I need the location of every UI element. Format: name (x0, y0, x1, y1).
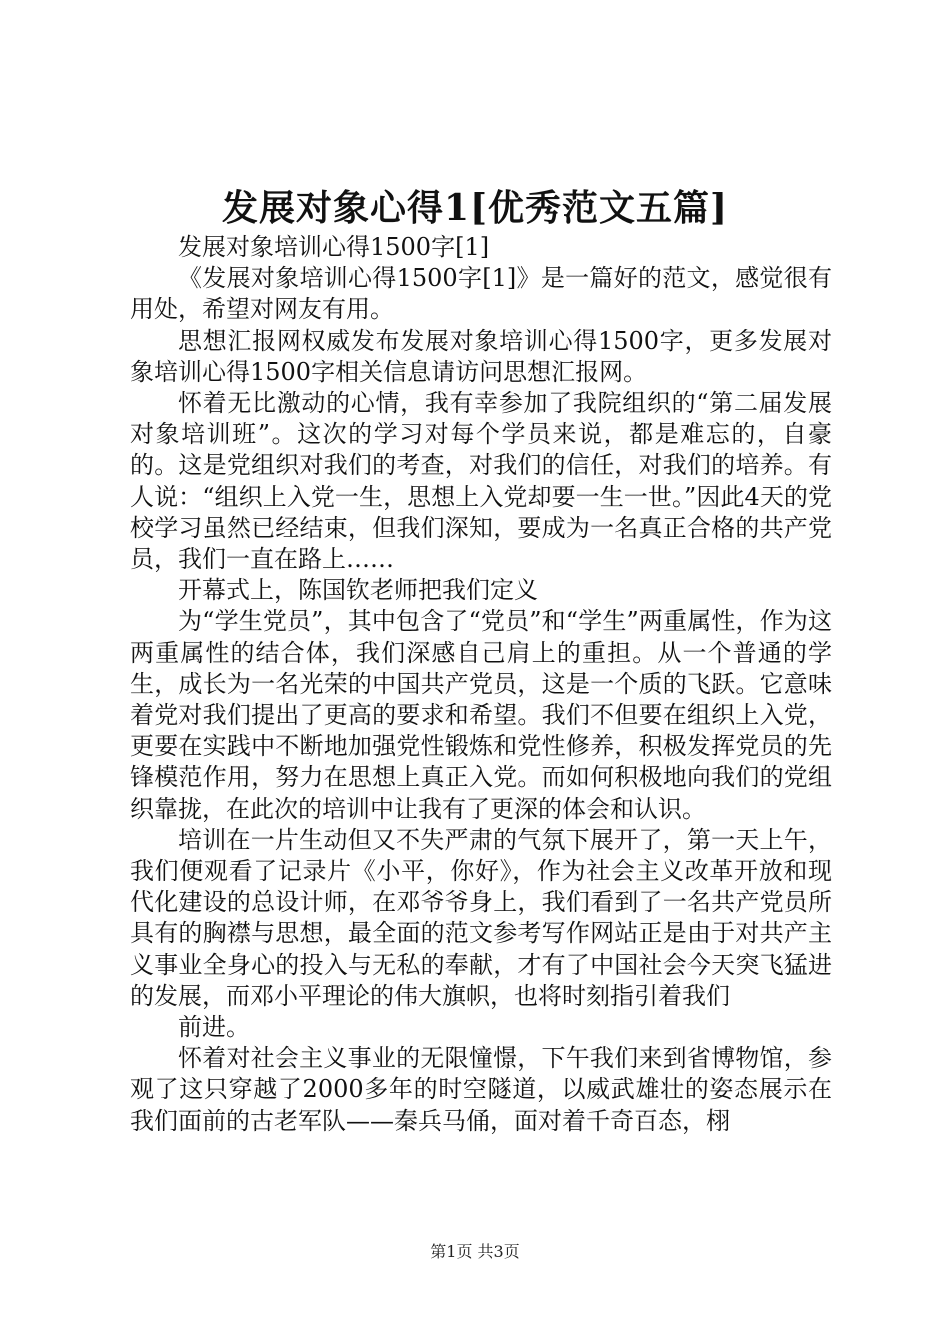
paragraph: 培训在一片生动但又不失严肃的气氛下展开了，第一天上午，我们便观看了记录片《小平，你好》，作为社会主义改革开放和现代化建设的总设计师，在邓爷爷身上，我们看到了一名共产党员所具有的胸襟与思想，最全面的范文参考写作网站正是由于对共产主义事业全身心的投入与无私的奉献，才有了中国社会今天突飞猛进的发展，而邓小平理论的伟大旗帜，也将时刻指引着我们 (130, 825, 832, 1010)
paragraph: 前进。 (178, 1013, 250, 1042)
paragraph: 开幕式上，陈国钦老师把我们定义 (178, 576, 538, 605)
document-body (130, 232, 832, 1137)
paragraph: 思想汇报网权威发布发展对象培训心得1500字，更多发展对象培训心得1500字相关信息请访问思想汇报网。 (130, 326, 832, 386)
paragraph: 为“学生党员”，其中包含了“党员”和“学生”两重属性，作为这两重属性的结合体，我们深感自己肩上的重担。从一个普通的学生，成长为一名光荣的中国共产党员，这是一个质的飞跃。它意味着党对我们提出了更高的要求和希望。我们不但要在组织上入党，更要在实践中不断地加强党性锻炼和党性修养，积极发挥党员的先锋模范作用，努力在思想上真正入党。而如何积极地向我们的党组织靠拢，在此次的培训中让我有了更深的体会和认识。 (130, 607, 832, 823)
paragraph: 《发展对象培训心得1500字[1]》是一篇好的范文，感觉很有用处，希望对网友有用。 (130, 264, 832, 324)
document-title: 发展对象心得1[优秀范文五篇] (221, 187, 729, 229)
paragraph: 发展对象培训心得1500字[1] (178, 233, 490, 261)
paragraph: 怀着对社会主义事业的无限憧憬，下午我们来到省博物馆，参观了这只穿越了2000多年的时空隧道，以威武雄壮的姿态展示在我们面前的古老军队——秦兵马俑，面对着千奇百态，栩 (130, 1044, 832, 1135)
paragraph: 怀着无比激动的心情，我有幸参加了我院组织的“第二届发展对象培训班”。这次的学习对每个学员来说，都是难忘的，自豪的。这是党组织对我们的考查，对我们的信任，对我们的培养。有人说：“组织上入党一生，思想上入党却要一生一世。”因此4天的党校学习虽然已经结束，但我们深知，要成为一名真正合格的共产党员，我们一直在路上…… (130, 389, 832, 574)
page-footer: 第1页 共3页 (430, 1242, 520, 1261)
